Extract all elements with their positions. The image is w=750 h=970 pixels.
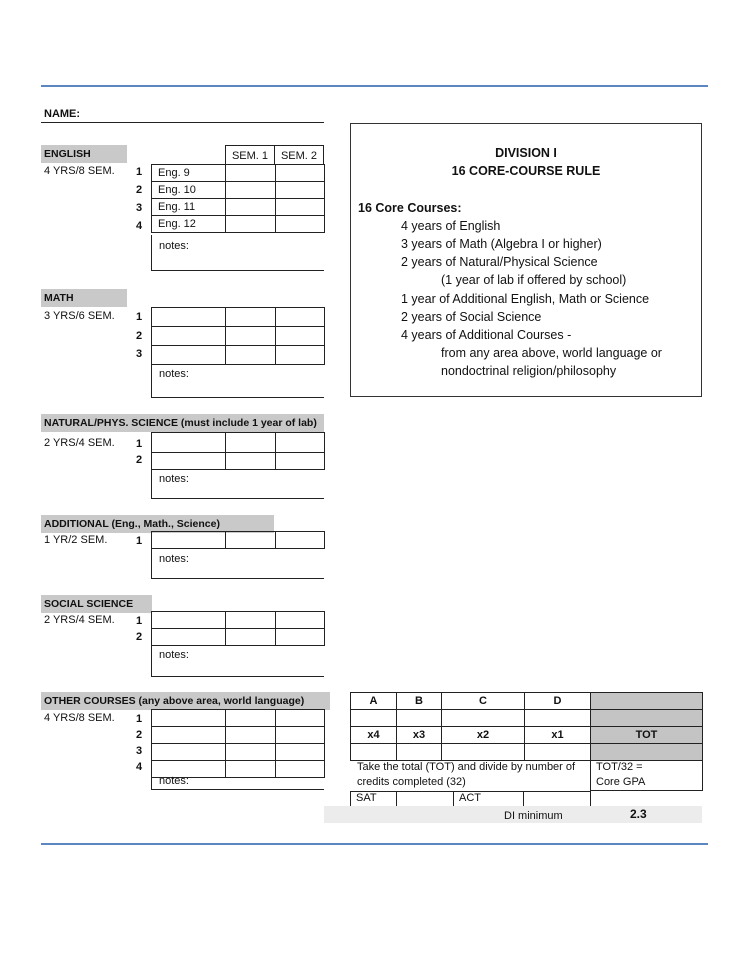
sem1-cell[interactable] <box>226 612 276 629</box>
course-cell[interactable]: Eng. 12 <box>152 216 226 233</box>
requirement-item: 4 years of Additional Courses - <box>401 328 572 342</box>
table-row <box>152 199 325 216</box>
sem1-cell[interactable] <box>226 629 276 646</box>
table-row <box>152 727 325 744</box>
requirement-item: 2 years of Social Science <box>401 310 542 324</box>
course-cell[interactable] <box>152 532 226 549</box>
table-row <box>152 629 325 646</box>
social-notes[interactable]: notes: <box>151 644 324 677</box>
sem2-cell[interactable] <box>276 199 325 216</box>
additional-notes[interactable]: notes: <box>151 548 324 579</box>
grade-a-points[interactable] <box>351 744 397 761</box>
grade-b-header: B <box>397 693 442 710</box>
sem1-cell[interactable] <box>226 182 276 199</box>
math-requirement: 3 YRS/6 SEM. <box>44 310 115 322</box>
table-row <box>152 165 325 182</box>
name-label: NAME: <box>44 108 81 120</box>
math-grid <box>151 307 325 365</box>
sem2-header: SEM. 2 <box>274 145 324 165</box>
top-rule <box>41 85 708 87</box>
table-row <box>152 216 325 233</box>
course-cell[interactable] <box>152 308 226 327</box>
course-cell[interactable] <box>152 327 226 346</box>
sem2-cell[interactable] <box>276 433 325 453</box>
row-number: 2 <box>136 184 143 196</box>
sem2-cell[interactable] <box>276 346 325 365</box>
grade-d-header: D <box>525 693 591 710</box>
total-shade-cell <box>591 693 703 710</box>
math-notes[interactable]: notes: <box>151 363 324 398</box>
sem2-cell[interactable] <box>276 532 325 549</box>
sem2-cell[interactable] <box>276 165 325 182</box>
di-minimum-value: 2.3 <box>630 807 647 821</box>
sem1-cell[interactable] <box>226 199 276 216</box>
rules-title-line1: DIVISION I <box>495 146 557 160</box>
sem2-cell[interactable] <box>276 453 325 470</box>
gpa-instruction: Take the total (TOT) and divide by number of credits completed (32) <box>357 761 576 788</box>
other-grid <box>151 709 325 778</box>
table-row <box>152 453 325 470</box>
requirement-item: (1 year of lab if offered by school) <box>441 273 627 287</box>
science-header: NATURAL/PHYS. SCIENCE (must include 1 year of lab) <box>41 414 324 432</box>
grade-count-row <box>351 710 703 727</box>
requirement-item: nondoctrinal religion/philosophy <box>441 364 617 378</box>
rules-title-line2: 16 CORE-COURSE RULE <box>451 164 601 178</box>
additional-requirement: 1 YR/2 SEM. <box>44 534 108 546</box>
sem2-cell[interactable] <box>276 612 325 629</box>
row-number: 2 <box>136 454 143 466</box>
additional-grid <box>151 531 325 549</box>
multiplier-b: x3 <box>397 727 442 744</box>
course-cell[interactable] <box>152 346 226 365</box>
table-row <box>152 612 325 629</box>
sem1-cell[interactable] <box>226 327 276 346</box>
multiplier-a: x4 <box>351 727 397 744</box>
science-requirement: 2 YRS/4 SEM. <box>44 437 115 449</box>
bottom-rule <box>41 843 708 845</box>
sem2-cell[interactable] <box>276 216 325 233</box>
row-number: 1 <box>136 166 143 178</box>
row-number: 1 <box>136 438 143 450</box>
sem1-cell[interactable] <box>226 532 276 549</box>
sem1-cell[interactable] <box>226 710 276 727</box>
core-gpa-formula-line2: Core GPA <box>596 776 646 788</box>
multiplier-row <box>351 727 703 744</box>
grade-d-count[interactable] <box>525 710 591 727</box>
english-notes[interactable]: notes: <box>151 235 324 271</box>
table-row <box>152 710 325 727</box>
act-score-field[interactable] <box>523 791 591 807</box>
requirement-item: 4 years of English <box>401 219 501 233</box>
social-requirement: 2 YRS/4 SEM. <box>44 614 115 626</box>
sem1-cell[interactable] <box>226 727 276 744</box>
math-header: MATH <box>41 289 127 307</box>
row-number: 4 <box>136 220 143 232</box>
table-row <box>152 744 325 761</box>
name-field[interactable] <box>41 122 324 123</box>
multiplier-c: x2 <box>442 727 525 744</box>
row-number: 2 <box>136 330 143 342</box>
sem2-cell[interactable] <box>276 744 325 761</box>
course-cell[interactable]: Eng. 11 <box>152 199 226 216</box>
grade-a-count[interactable] <box>351 710 397 727</box>
grade-b-count[interactable] <box>397 710 442 727</box>
table-row <box>152 182 325 199</box>
requirement-item: 2 years of Natural/Physical Science <box>401 255 598 269</box>
gpa-calculator <box>350 692 703 761</box>
science-notes[interactable]: notes: <box>151 468 324 499</box>
sem1-cell[interactable] <box>226 165 276 182</box>
multiplier-d: x1 <box>525 727 591 744</box>
sem1-header: SEM. 1 <box>225 145 275 165</box>
additional-header: ADDITIONAL (Eng., Math., Science) <box>41 515 274 533</box>
di-minimum-bar <box>324 806 702 823</box>
row-number: 3 <box>136 745 143 757</box>
sem1-cell[interactable] <box>226 346 276 365</box>
di-minimum-label: DI minimum <box>504 810 563 822</box>
row-number: 1 <box>136 713 143 725</box>
grade-c-header: C <box>442 693 525 710</box>
other-requirement: 4 YRS/8 SEM. <box>44 712 115 724</box>
total-label: TOT <box>591 727 703 744</box>
row-number: 3 <box>136 202 143 214</box>
course-cell[interactable] <box>152 727 226 744</box>
row-number: 2 <box>136 631 143 643</box>
sem1-cell[interactable] <box>226 308 276 327</box>
course-cell[interactable] <box>152 710 226 727</box>
core-courses-heading: 16 Core Courses: <box>358 201 462 215</box>
course-cell[interactable] <box>152 744 226 761</box>
english-requirement: 4 YRS/8 SEM. <box>44 165 115 177</box>
table-row <box>152 327 325 346</box>
course-cell[interactable] <box>152 433 226 453</box>
row-number: 3 <box>136 348 143 360</box>
course-cell[interactable] <box>152 612 226 629</box>
row-number: 4 <box>136 761 143 773</box>
sem1-cell[interactable] <box>226 216 276 233</box>
other-header: OTHER COURSES (any above area, world language) <box>41 692 330 710</box>
english-header: ENGLISH <box>41 145 127 163</box>
division-rules-box <box>350 123 702 397</box>
total-shade-cell <box>591 710 703 727</box>
science-grid <box>151 432 325 470</box>
requirement-item: 3 years of Math (Algebra I or higher) <box>401 237 602 251</box>
sem1-cell[interactable] <box>226 433 276 453</box>
grade-b-points[interactable] <box>397 744 442 761</box>
requirement-item: from any area above, world language or <box>441 346 662 360</box>
course-cell[interactable]: Eng. 9 <box>152 165 226 182</box>
table-row <box>152 346 325 365</box>
course-cell[interactable] <box>152 453 226 470</box>
row-number: 1 <box>136 615 143 627</box>
grade-d-points[interactable] <box>525 744 591 761</box>
sem2-cell[interactable] <box>276 182 325 199</box>
sem1-cell[interactable] <box>226 453 276 470</box>
sat-label: SAT <box>356 792 377 804</box>
grade-c-count[interactable] <box>442 710 525 727</box>
act-label: ACT <box>459 792 481 804</box>
requirement-item: 1 year of Additional English, Math or Science <box>401 292 650 306</box>
grade-c-points[interactable] <box>442 744 525 761</box>
row-number: 2 <box>136 729 143 741</box>
sem2-cell[interactable] <box>276 710 325 727</box>
core-gpa-formula-line1: TOT/32 = <box>596 761 643 773</box>
grade-a-header: A <box>351 693 397 710</box>
social-grid <box>151 611 325 646</box>
sem1-cell[interactable] <box>226 744 276 761</box>
table-row <box>152 532 325 549</box>
row-number: 1 <box>136 311 143 323</box>
english-grid <box>151 164 325 233</box>
table-row <box>152 308 325 327</box>
row-number: 1 <box>136 535 143 547</box>
course-cell[interactable]: Eng. 10 <box>152 182 226 199</box>
other-notes[interactable]: notes: <box>151 773 324 790</box>
course-cell[interactable] <box>152 629 226 646</box>
sat-score-field[interactable] <box>396 791 454 807</box>
sem2-cell[interactable] <box>276 629 325 646</box>
grade-header-row <box>351 693 703 710</box>
sem2-cell[interactable] <box>276 327 325 346</box>
sem2-cell[interactable] <box>276 727 325 744</box>
sem2-cell[interactable] <box>276 308 325 327</box>
table-row <box>152 433 325 453</box>
social-header: SOCIAL SCIENCE <box>41 595 152 613</box>
